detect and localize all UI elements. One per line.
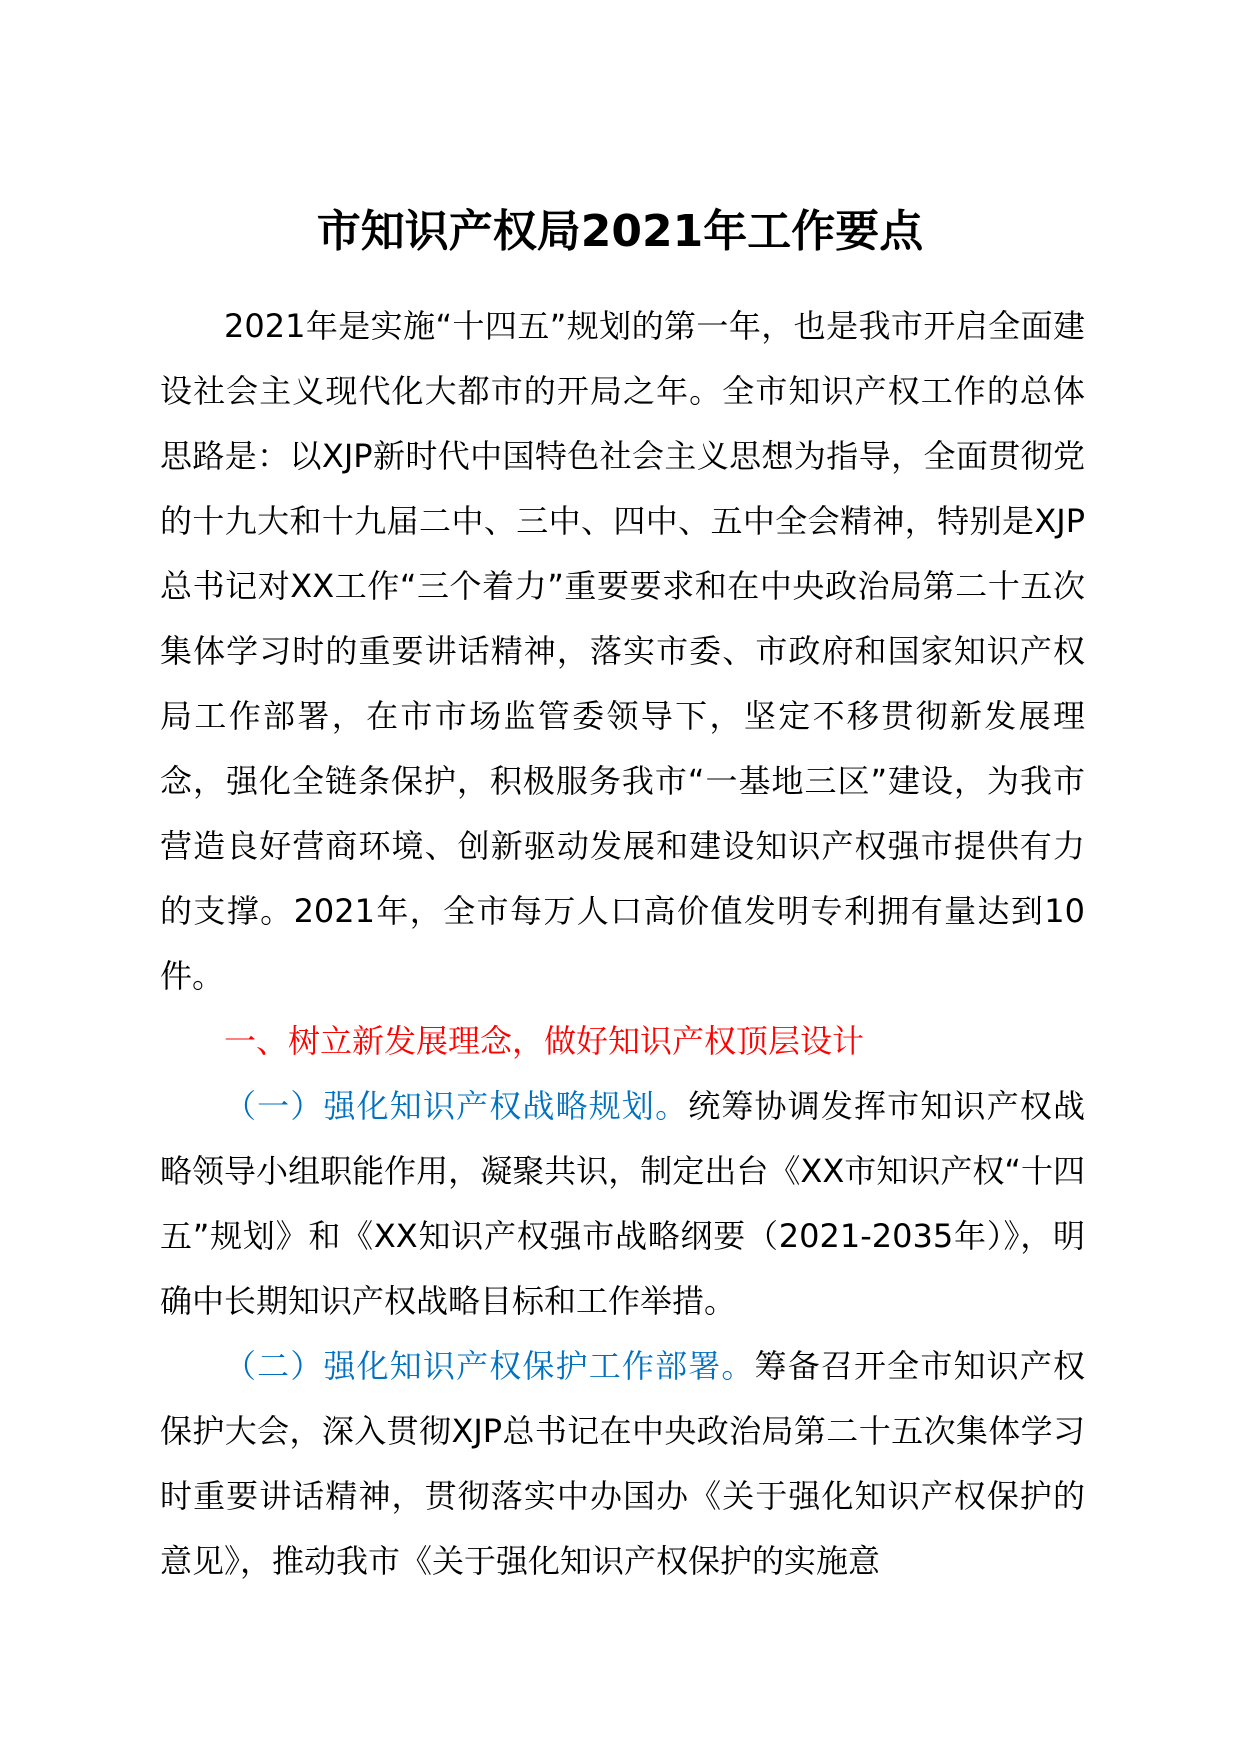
- document-title: 市知识产权局2021年工作要点: [316, 206, 924, 257]
- intro-paragraph: 2021年是实施“十四五”规划的第一年，也是我市开启全面建设社会主义现代化大都市的开局之年。全市知识产权工作的总体思路是：以XJP新时代中国特色社会主义思想为指导，全面贯彻党的十九大和十九届二中、三中、四中、五中全会精神，特别是XJP总书记对XX工作“三个着力”重要要求和在中央政治局第二十五次集体学习时的重要讲话精神，落实市委、市政府和国家知识产权局工作部署，在市市场监管委领导下，坚定不移贯彻新发展理念，强化全链条保护，积极服务我市“一基地三区”建设，为我市营造良好营商环境、创新驱动发展和建设知识产权强市提供有力的支撑。2021年，全市每万人口高价值发明专利拥有量达到10件。: [160, 307, 1085, 995]
- item-1-heading: （一）强化知识产权战略规划。: [224, 1087, 689, 1125]
- item-1-text: 统筹协调发挥市知识产权战略领导小组职能作用，凝聚共识，制定出台《XX市知识产权“十四五”规划》和《XX知识产权强市战略纲要（2021-2035年）》，明确中长期知识产权战略目标和工作举措。: [160, 1087, 1085, 1320]
- item-2-text: 筹备召开全市知识产权保护大会，深入贯彻XJP总书记在中央政治局第二十五次集体学习时重要讲话精神，贯彻落实中办国办《关于强化知识产权保护的意见》，推动我市《关于强化知识产权保护的实施意: [160, 1347, 1085, 1580]
- item-2-paragraph: [160, 1334, 1085, 1594]
- section-1-heading: 一、树立新发展理念，做好知识产权顶层设计: [224, 1022, 865, 1060]
- item-1-paragraph: [160, 1074, 1085, 1334]
- document-body: [160, 294, 1085, 1594]
- item-2-heading: （二）强化知识产权保护工作部署。: [224, 1347, 755, 1385]
